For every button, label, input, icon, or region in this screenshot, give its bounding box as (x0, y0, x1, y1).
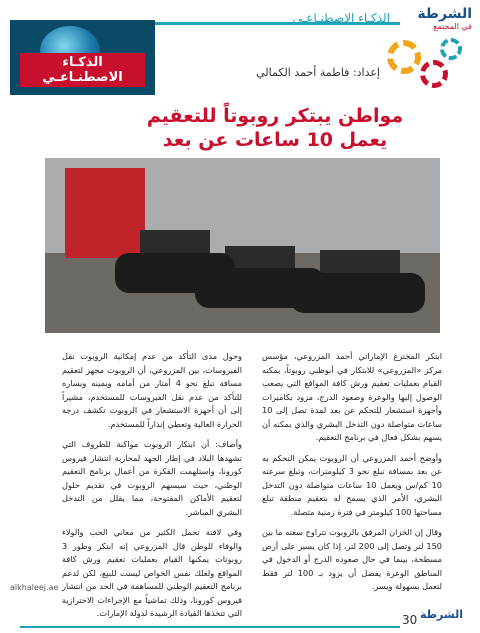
logo-line2: في المجتمع (433, 22, 472, 31)
paragraph: وحول مدى التأكد من عدم إمكانية الروبوت نقل الفيروسات، بين المزروعي، أن الروبوت مجهز لتعقيم مسافة تبلغ نحو 4 أمتار من أمامه ويمينه ويساره للتأكد من عدم نقل الفيروسات للمستخدم، مشيراً إلى أن أجهزة الاستشعار في الروبوت تكشف درجة الحرارة العالية وتعطي إنذاراً للمستخدم. (62, 351, 242, 429)
footer-logo: الشرطة (420, 608, 463, 621)
article-column-left (62, 350, 242, 628)
robot-track (290, 273, 425, 313)
ai-banner (10, 20, 155, 95)
red-cabinet (65, 168, 145, 258)
source-url: alkhaleej.ae (10, 583, 59, 592)
page-number: 30 (402, 613, 418, 627)
paragraph: وقال إن الخزان المرفق بالروبوت تتراوح سعته ما بين 150 لتر وتصل إلى 200 لتر، إذا كان يسير على أرض مسطحة، بينما في حال صعوده الدرج أو الدخول في المناطق الوعرة يفضل أن يزود بـ 100 لتر فقط لتعمل بسهولة ويسر. (262, 527, 443, 591)
headline-line1: مواطن يبتكر روبوتاً للتعقيم (146, 105, 404, 127)
section-name: الذكـاء الاصطنـاعـي (292, 11, 390, 25)
article-headline (110, 104, 440, 152)
author-byline: إعداد: فاطمة أحمد الكمالي (256, 66, 380, 79)
bottom-rule (20, 626, 400, 628)
magazine-logo (410, 4, 472, 34)
robot-photo (45, 158, 440, 333)
paragraph: وفي لافتة تحمل الكثير من معاني الحب والولاء والوفاء للوطن قال المزروعي إنه ابتكر وطور 3 روبوتات يمكنها القيام بعمليات تعقيم ورش كافة المواقع ولعلك نفس الخواص ليست للبيع، لكن لدعم برنامج التعقيم الوطني للمساهمة في الحد من انتشار فيروس كورونا، وذلك تماشياً مع الإجراءات الاحترازية التي تتخذها القيادة الرشيدة لدولة الإمارات. (62, 527, 242, 618)
article-column-right (262, 350, 442, 601)
logo-line1: الشرطة (417, 6, 472, 22)
gear-icon (440, 38, 462, 60)
paragraph: وأوضح أحمد المزروعي أن الروبوت يمكن التحكم به عن بعد بمسافة تبلغ نحو 3 كيلومترات، وتبلغ سرعته 10 كم/س ويعمل 10 ساعات متواصلة دون التدخل البشري، الأمر الذي يسمح له بتعقيم منطقة تبلغ مساحتها 100 كيلومتر في فترة زمنية متصلة. (262, 452, 442, 517)
banner-title: الذكـاء الاصطنـاعـي (20, 53, 145, 87)
gear-icon (387, 40, 421, 74)
paragraph: ابتكر المخترع الإماراتي أحمد المزروعي، مؤسس مركز «المزروعي» للابتكار في أبوظبي روبوتاً، يمكنه القيام بعمليات تعقيم ورش كافة المواقع التي يصعب الوصول إليها والوعرة وصعود الدرج، مزود بكاميرات وأجهزة استشعار للتحكم عن بعد لمدة تصل إلى 10 ساعات متواصلة دون التدخل البشري والذي يمكنه أن يسهم بشكل فعال في برنامج التعقيم. (262, 351, 442, 442)
headline-line2: يعمل 10 ساعات عن بعد (162, 129, 388, 151)
paragraph: وأضاف: أن ابتكار الروبوت مواكبة للظروف التي تشهدها البلاد في إطار الجهد لمحاربة انتشار فيروس كورونا، واستلهمت الفكرة من أعمال برنامج التعقيم الوطني، حيث سيسهم الروبوت في تقديم حلول لتعقيم الأماكن المفتوحة، مما يقلل من التدخل البشري المباشر. (62, 439, 242, 517)
gear-icon (420, 60, 448, 88)
